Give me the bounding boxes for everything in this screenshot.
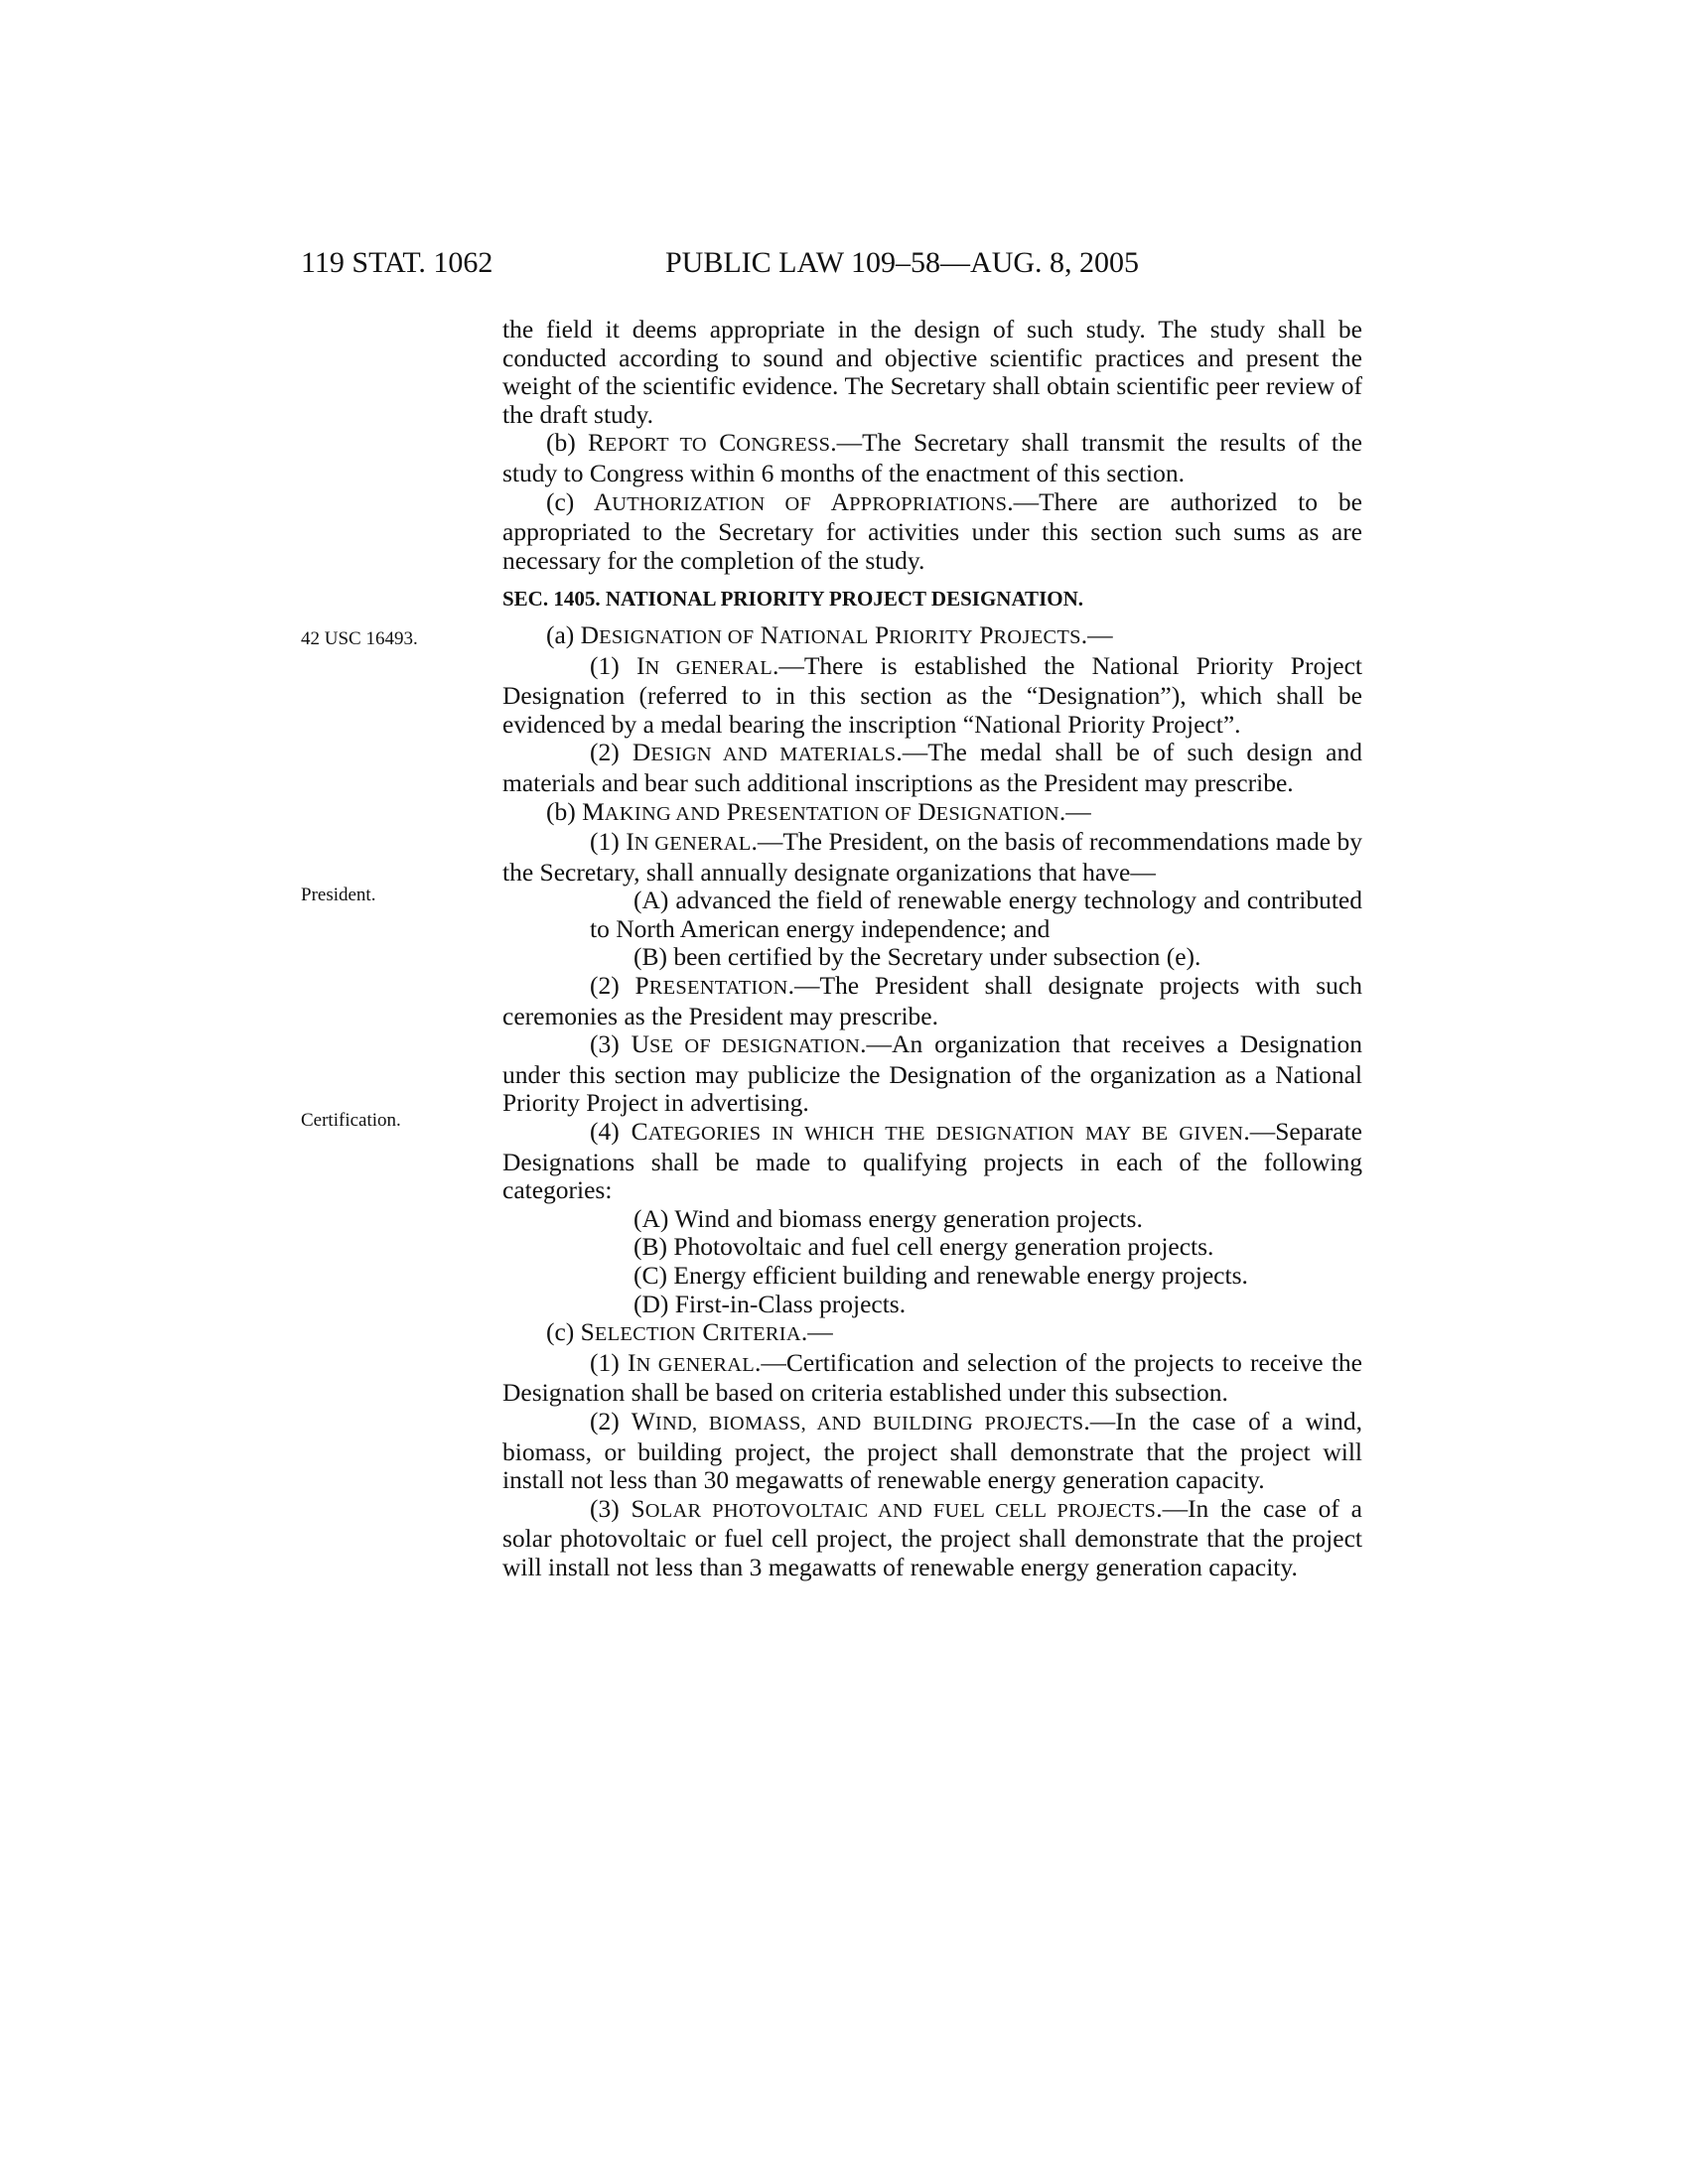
paragraph-c1: (1) IN GENERAL.—Certification and selection of the projects to receive the Designation shall be based on criteria established under this subsection. bbox=[502, 1347, 1362, 1408]
paragraph-b1: (1) IN GENERAL.—The President, on the basis of recommendations made by the Secretary, shall annually designate organizations that have— bbox=[502, 827, 1362, 887]
subparagraph-b4b: (B) Photovoltaic and fuel cell energy generation projects. bbox=[633, 1232, 1214, 1262]
statute-body bbox=[502, 316, 1362, 1582]
subparagraph-b1a: (A) advanced the field of renewable energy technology and contributed to North American energy independence; and bbox=[590, 886, 1362, 943]
subparagraph-b1b: (B) been certified by the Secretary under subsection (e). bbox=[633, 942, 1201, 972]
subsection-a-heading: (a) DESIGNATION OF NATIONAL PRIORITY PROJECTS.— bbox=[546, 619, 1113, 649]
paragraph-a2: (2) DESIGN AND MATERIALS.—The medal shall be of such design and materials and bear such additional inscriptions as the President may prescribe. bbox=[502, 738, 1363, 797]
margin-note-certification: Certification. bbox=[301, 1110, 401, 1131]
subparagraph-b4a: (A) Wind and biomass energy generation projects. bbox=[633, 1203, 1143, 1233]
section-heading: SEC. 1405. NATIONAL PRIORITY PROJECT DESIGNATION. bbox=[502, 587, 1083, 612]
subparagraph-b4c: (C) Energy efficient building and renewable energy projects. bbox=[633, 1261, 1248, 1290]
page-header bbox=[0, 246, 1688, 286]
paragraph-intro: the field it deems appropriate in the design of such study. The study shall be conducted according to sound and objective scientific practices and present the weight of the scientific evidence. The Secretary shall obtain scientific peer review of the draft study. bbox=[502, 315, 1362, 429]
subsection-b-heading: (b) MAKING AND PRESENTATION OF DESIGNATION.— bbox=[546, 796, 1091, 826]
margin-note-president: President. bbox=[301, 885, 376, 905]
statute-page-number: 119 STAT. 1062 bbox=[301, 246, 493, 279]
paragraph-b2: (2) PRESENTATION.—The President shall designate projects with such ceremonies as the President may prescribe. bbox=[502, 971, 1362, 1030]
margin-note-usc: 42 USC 16493. bbox=[301, 628, 418, 649]
subsection-c-authorization: (c) AUTHORIZATION OF APPROPRIATIONS.—There are authorized to be appropriated to the Secretary for activities under this section such sums as are necessary for the completion of the study. bbox=[502, 486, 1362, 575]
paragraph-b4: (4) CATEGORIES IN WHICH THE DESIGNATION MAY BE GIVEN.—Separate Designations shall be made to qualifying projects in each of the following categories: bbox=[502, 1117, 1362, 1205]
subsection-b-report: (b) REPORT TO CONGRESS.—The Secretary shall transmit the results of the study to Congress within 6 months of the enactment of this section. bbox=[502, 428, 1362, 487]
paragraph-a1: (1) IN GENERAL.—There is established the National Priority Project Designation (referred to in this section as the “Designation”), which shall be evidenced by a medal bearing the inscription “National Priority Project”. bbox=[502, 650, 1362, 739]
paragraph-b3: (3) USE OF DESIGNATION.—An organization that receives a Designation under this section may publicize the Designation of the organization as a National Priority Project in advertising. bbox=[502, 1029, 1362, 1118]
paragraph-c3: (3) SOLAR PHOTOVOLTAIC AND FUEL CELL PROJECTS.—In the case of a solar photovoltaic or fuel cell project, the project shall demonstrate that the project will install not less than 3 megawatts of renewable energy generation capacity. bbox=[502, 1493, 1362, 1581]
paragraph-c2: (2) WIND, BIOMASS, AND BUILDING PROJECTS.—In the case of a wind, biomass, or building project, the project shall demonstrate that the project will install not less than 30 megawatts of renewable energy generation capacity. bbox=[502, 1406, 1363, 1495]
subparagraph-b4d: (D) First-in-Class projects. bbox=[633, 1289, 907, 1318]
public-law-title: PUBLIC LAW 109–58—AUG. 8, 2005 bbox=[665, 246, 1140, 279]
subsection-c-heading: (c) SELECTION CRITERIA.— bbox=[546, 1317, 833, 1347]
